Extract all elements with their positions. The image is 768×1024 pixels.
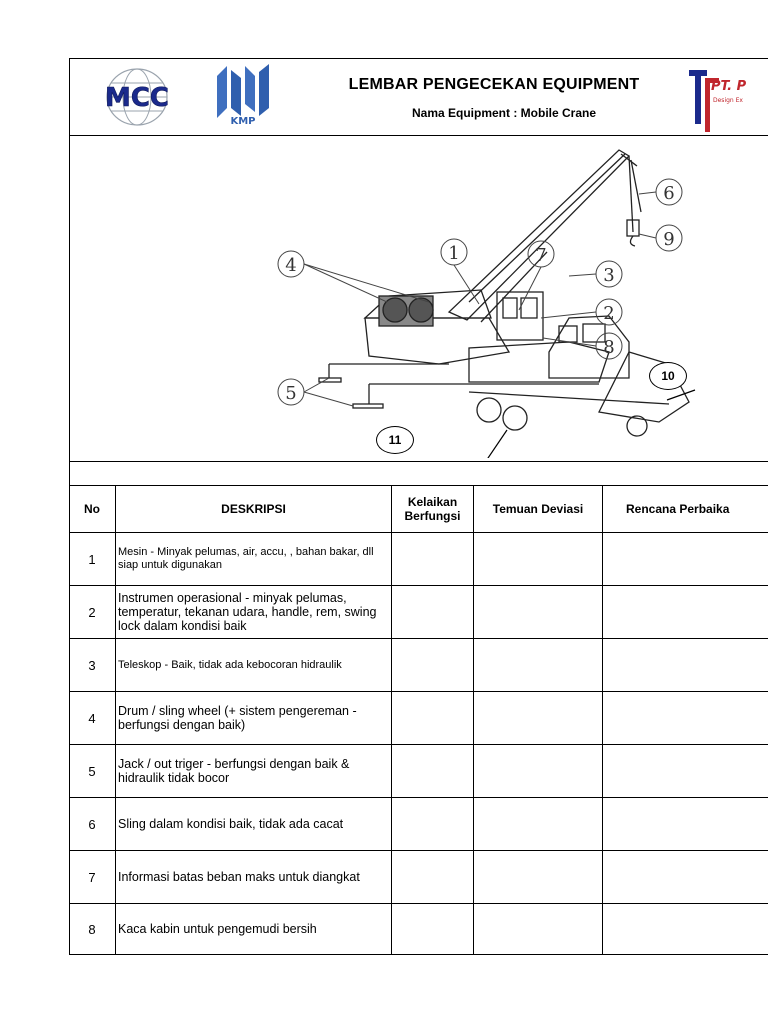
row-7-desc: Informasi batas beban maks untuk diangkat [118,870,360,884]
header-temuan-deviasi: Temuan Deviasi [492,502,584,516]
row-6-no: 6 [88,816,96,832]
header-rencana-perbaikan: Rencana Perbaika [626,502,730,516]
row-3-no: 3 [88,657,96,673]
diagram-label-9: 9 [663,229,675,250]
row-3-desc: Teleskop - Baik, tidak ada kebocoran hidraulik [118,658,342,671]
border-bottom [69,954,768,955]
page-title: LEMBAR PENGECEKAN EQUIPMENT [348,76,640,93]
col-line-temuan [602,485,603,955]
diagram-label-2: 2 [603,303,615,324]
col-line-kelaikan [473,485,474,955]
row-8-desc: Kaca kabin untuk pengemudi bersih [118,922,317,936]
row-5-desc: Jack / out triger - berfungsi dengan baik & hidraulik tidak bocor [118,757,350,785]
pt-logo-text: PT. P [711,79,747,94]
col-line-desc [391,485,392,955]
header-kelaikan [392,486,473,532]
mcc-logo-text: MCC [104,83,170,113]
callout-10: 10 [649,362,687,390]
row-7-no: 7 [88,869,96,885]
diagram-label-4: 4 [285,255,297,276]
pt-logo [687,68,768,134]
row-1-no: 1 [88,551,96,567]
row-5-no: 5 [88,763,96,779]
kmp-logo [209,62,285,128]
header-no: No [84,502,100,516]
row-2-desc: Instrumen operasional - minyak pelumas, temperatur, tekanan udara, handle, rem, swing lock dalam kondisi baik [118,591,377,633]
diagram-label-8: 8 [603,337,615,358]
mcc-logo [89,66,185,128]
diagram-label-6: 6 [663,183,675,204]
border-top [69,58,768,59]
header-divider [69,135,768,136]
callout-11: 11 [376,426,414,454]
diagram-label-5: 5 [285,383,297,404]
kmp-logo-text: KMP [230,116,256,127]
equipment-name: Nama Equipment : Mobile Crane [411,106,597,120]
inspection-sheet [69,58,768,955]
row-4-no: 4 [88,710,96,726]
header-deskripsi: DESKRIPSI [221,502,286,516]
row-6-desc: Sling dalam kondisi baik, tidak ada cacat [118,817,344,831]
svg-text:Design Ex: Design Ex [713,97,743,104]
row-4-desc: Drum / sling wheel (+ sistem pengereman - berfungsi dengan baik) [118,704,357,732]
diagram-label-3: 3 [603,265,615,286]
diagram-divider [69,461,768,462]
diagram-label-1: 1 [448,243,460,264]
row-2-no: 2 [88,604,96,620]
diagram-label-7: 7 [535,245,547,266]
header-kelaikan-line1: Kelaikan [407,495,458,509]
row-1-desc: Mesin - Minyak pelumas, air, accu, , bahan bakar, dll siap untuk digunakan [118,546,374,571]
header-kelaikan-line2: Berfungsi [404,509,461,523]
row-8-no: 8 [88,921,96,937]
mobile-crane-diagram [269,142,699,458]
